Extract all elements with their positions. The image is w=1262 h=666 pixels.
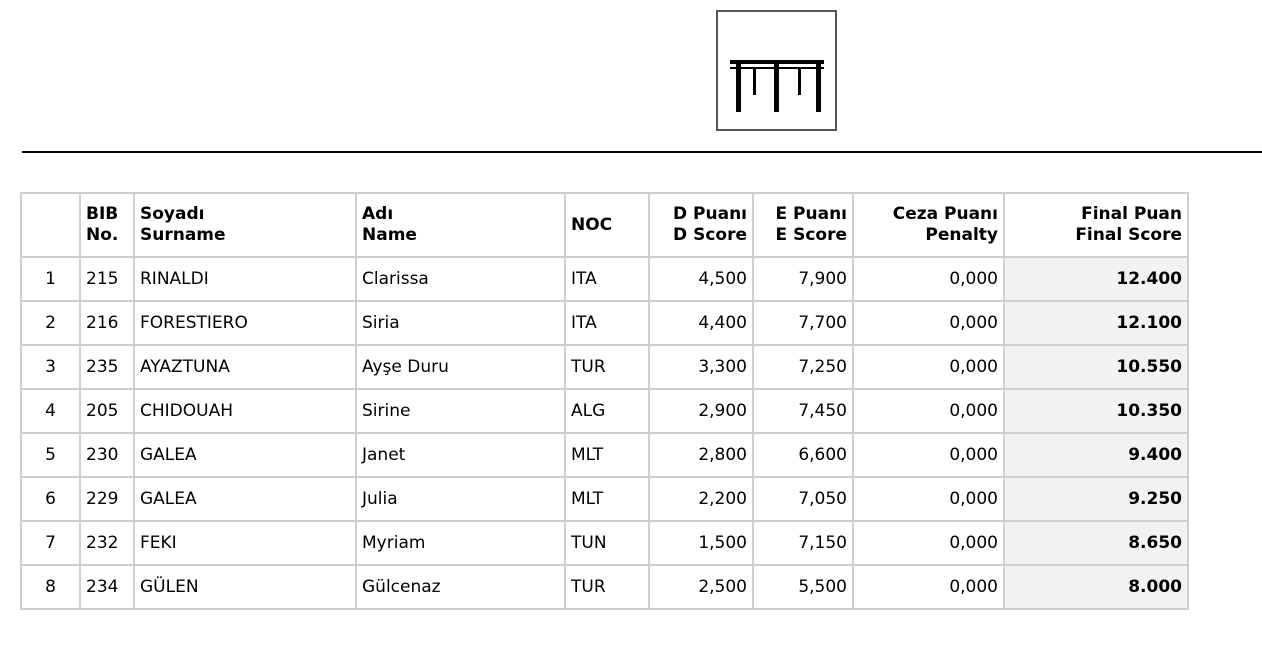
- header-final-score: Final Puan Final Score: [1004, 193, 1188, 257]
- name-cell: Gülcenaz: [356, 565, 565, 609]
- table-header-row: [21, 193, 1188, 257]
- e-score-cell: 7,050: [753, 477, 853, 521]
- name-cell: Siria: [356, 301, 565, 345]
- noc-cell: ITA: [565, 301, 649, 345]
- header-name: Adı Name: [356, 193, 565, 257]
- penalty-cell: 0,000: [853, 565, 1004, 609]
- table-row: [21, 257, 1188, 301]
- table-body: [21, 257, 1188, 609]
- bib-cell: 232: [80, 521, 134, 565]
- penalty-cell: 0,000: [853, 257, 1004, 301]
- final-score-cell: 9.400: [1004, 433, 1188, 477]
- e-score-cell: 7,250: [753, 345, 853, 389]
- name-cell: Clarissa: [356, 257, 565, 301]
- penalty-cell: 0,000: [853, 345, 1004, 389]
- noc-cell: TUR: [565, 565, 649, 609]
- rank-cell: 5: [21, 433, 80, 477]
- d-score-cell: 4,400: [649, 301, 753, 345]
- header-noc: NOC: [565, 193, 649, 257]
- table-row: [21, 301, 1188, 345]
- surname-cell: FORESTIERO: [134, 301, 356, 345]
- table-row: [21, 389, 1188, 433]
- surname-cell: AYAZTUNA: [134, 345, 356, 389]
- name-cell: Janet: [356, 433, 565, 477]
- bib-cell: 235: [80, 345, 134, 389]
- penalty-cell: 0,000: [853, 301, 1004, 345]
- d-score-cell: 2,800: [649, 433, 753, 477]
- final-score-cell: 12.400: [1004, 257, 1188, 301]
- penalty-cell: 0,000: [853, 521, 1004, 565]
- rank-cell: 2: [21, 301, 80, 345]
- surname-cell: GALEA: [134, 477, 356, 521]
- rank-cell: 3: [21, 345, 80, 389]
- surname-cell: CHIDOUAH: [134, 389, 356, 433]
- name-cell: Sirine: [356, 389, 565, 433]
- noc-cell: TUR: [565, 345, 649, 389]
- e-score-cell: 5,500: [753, 565, 853, 609]
- d-score-cell: 2,200: [649, 477, 753, 521]
- d-score-cell: 2,500: [649, 565, 753, 609]
- noc-cell: ITA: [565, 257, 649, 301]
- bib-cell: 229: [80, 477, 134, 521]
- rank-cell: 7: [21, 521, 80, 565]
- rank-cell: 8: [21, 565, 80, 609]
- balance-beam-icon: [718, 12, 835, 129]
- header-bib: BIB No.: [80, 193, 134, 257]
- table-row: [21, 433, 1188, 477]
- d-score-cell: 1,500: [649, 521, 753, 565]
- header-surname: Soyadı Surname: [134, 193, 356, 257]
- final-score-cell: 8.000: [1004, 565, 1188, 609]
- final-score-cell: 8.650: [1004, 521, 1188, 565]
- bib-cell: 205: [80, 389, 134, 433]
- final-score-cell: 10.350: [1004, 389, 1188, 433]
- header-divider: [22, 151, 1262, 153]
- penalty-cell: 0,000: [853, 433, 1004, 477]
- final-score-cell: 10.550: [1004, 345, 1188, 389]
- results-table: [20, 192, 1189, 610]
- table-row: [21, 521, 1188, 565]
- penalty-cell: 0,000: [853, 477, 1004, 521]
- rank-cell: 4: [21, 389, 80, 433]
- surname-cell: GÜLEN: [134, 565, 356, 609]
- surname-cell: FEKI: [134, 521, 356, 565]
- header-penalty: Ceza Puanı Penalty: [853, 193, 1004, 257]
- bib-cell: 215: [80, 257, 134, 301]
- final-score-cell: 12.100: [1004, 301, 1188, 345]
- d-score-cell: 4,500: [649, 257, 753, 301]
- table-row: [21, 565, 1188, 609]
- final-score-cell: 9.250: [1004, 477, 1188, 521]
- d-score-cell: 2,900: [649, 389, 753, 433]
- bib-cell: 216: [80, 301, 134, 345]
- table-row: [21, 345, 1188, 389]
- bib-cell: 234: [80, 565, 134, 609]
- bib-cell: 230: [80, 433, 134, 477]
- noc-cell: ALG: [565, 389, 649, 433]
- table-row: [21, 477, 1188, 521]
- e-score-cell: 6,600: [753, 433, 853, 477]
- noc-cell: MLT: [565, 477, 649, 521]
- surname-cell: GALEA: [134, 433, 356, 477]
- rank-cell: 6: [21, 477, 80, 521]
- d-score-cell: 3,300: [649, 345, 753, 389]
- name-cell: Julia: [356, 477, 565, 521]
- surname-cell: RINALDI: [134, 257, 356, 301]
- name-cell: Ayşe Duru: [356, 345, 565, 389]
- header-e-score: E Puanı E Score: [753, 193, 853, 257]
- e-score-cell: 7,450: [753, 389, 853, 433]
- e-score-cell: 7,700: [753, 301, 853, 345]
- noc-cell: MLT: [565, 433, 649, 477]
- penalty-cell: 0,000: [853, 389, 1004, 433]
- name-cell: Myriam: [356, 521, 565, 565]
- rank-cell: 1: [21, 257, 80, 301]
- e-score-cell: 7,150: [753, 521, 853, 565]
- header-rank: [21, 193, 80, 257]
- header-d-score: D Puanı D Score: [649, 193, 753, 257]
- noc-cell: TUN: [565, 521, 649, 565]
- apparatus-logo: [716, 10, 837, 131]
- e-score-cell: 7,900: [753, 257, 853, 301]
